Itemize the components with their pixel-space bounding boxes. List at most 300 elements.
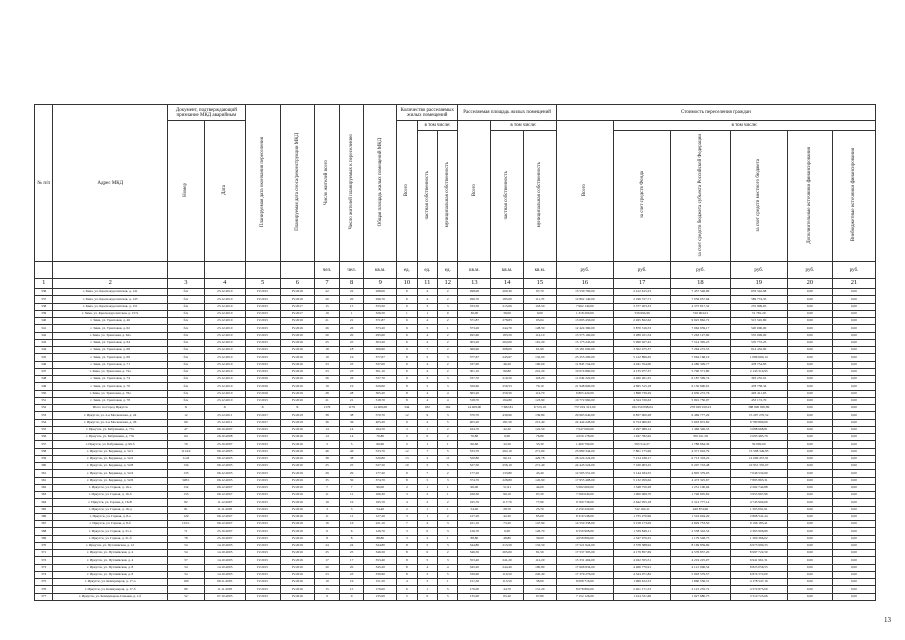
units-row-cell: руб. <box>556 262 613 279</box>
table-row-cell: 20 <box>339 332 364 339</box>
table-row-cell: 3 <box>438 354 458 361</box>
table-row-cell: б/н <box>167 376 204 383</box>
table-row-cell: 15 <box>315 303 340 310</box>
table-row-cell: 4 <box>417 521 437 528</box>
table-row-cell: 23.12.2010 <box>204 303 245 310</box>
table-row-cell: 11.12.2007 <box>204 499 245 506</box>
table-row-cell: 1179 <box>315 405 340 412</box>
table-row-cell: г. Иркутск, ул. Бабушкина, д. 90-б <box>53 441 168 448</box>
table-row-cell: 176,00 <box>458 586 491 593</box>
table-row-cell: 3 <box>397 492 417 499</box>
table-row-cell: 2 <box>438 339 458 346</box>
table-row-cell: 0,00 <box>832 434 875 441</box>
table-row-cell: 215,00 <box>491 303 524 310</box>
table-row-cell: 375 <box>35 579 53 586</box>
table-row-cell: 4 576 857,20 <box>671 550 730 557</box>
table-row-cell: 346,50 <box>364 550 397 557</box>
table-row-cell: 2 <box>417 492 437 499</box>
table-row-cell: 221,10 <box>364 521 397 528</box>
column-numbers-row-cell: 8 <box>339 279 364 289</box>
table-row-cell: IV.2016 <box>280 339 315 346</box>
table-row-cell: 533,70 <box>364 448 397 455</box>
table-row-cell: 0,00 <box>787 550 832 557</box>
table-row-cell: 26 <box>339 325 364 332</box>
table-row-cell: 278 029 919,23 <box>671 405 730 412</box>
table-row-cell: 1 746 605,82 <box>671 492 730 499</box>
table-row-cell: 7 056 057,94 <box>671 296 730 303</box>
table-row-cell: 0,00 <box>787 586 832 593</box>
table-row-cell: 344 <box>35 347 53 354</box>
table-row-cell: 14 409,00 <box>364 405 397 412</box>
table-row-cell: IV.2015 <box>245 521 280 528</box>
table-row-cell: 71 <box>167 528 204 535</box>
table-row-cell: 0,00 <box>787 434 832 441</box>
table-row <box>35 579 876 586</box>
table-row-cell: 06.12.2007 <box>204 492 245 499</box>
table-row-cell: 7 264 272,55 <box>671 347 730 354</box>
table-row-cell: 0 <box>438 310 458 317</box>
table-row-cell: 0,00 <box>832 383 875 390</box>
table-row-cell: 3 289 101,54 <box>613 332 670 339</box>
table-row-cell: г. Иркутск, ул. Бабушкина, д. 77в <box>53 434 168 441</box>
table-row-cell: IV.2015 <box>245 339 280 346</box>
table-row <box>35 376 876 383</box>
table-row-cell: 3 218 173,09 <box>613 521 670 528</box>
table-row-cell: 0,00 <box>787 368 832 375</box>
table-row-cell: 365,20 <box>458 390 491 397</box>
table-row-cell: 295,60 <box>364 332 397 339</box>
column-numbers-row-cell: 11 <box>417 279 437 289</box>
table-row-cell: 213,50 <box>491 542 524 549</box>
table-row-cell: IV.2015 <box>245 586 280 593</box>
table-row-cell: 0,00 <box>787 513 832 520</box>
table-row-cell: 25 <box>315 550 340 557</box>
table-row-cell: б/н <box>167 296 204 303</box>
table-row-cell: 11.11.2005 <box>204 586 245 593</box>
table-row-cell: IV.2016 <box>280 499 315 506</box>
table-row-cell: 539 694,96 <box>613 310 670 317</box>
table-row-cell: 6 <box>397 361 417 368</box>
table-row-cell: 2 363 906,89 <box>730 528 787 535</box>
header-local-budget: за счет средств местного бюджета <box>756 158 762 232</box>
table-row-cell: 318,70 <box>364 397 397 404</box>
column-numbers-row-cell: 17 <box>613 279 670 289</box>
table-row-cell: 44,70 <box>491 586 524 593</box>
table-row-cell: 3 310 725,66 <box>730 593 787 600</box>
table-row-cell: 20 <box>315 332 340 339</box>
table-row-cell: 164,70 <box>364 426 397 433</box>
table-row <box>35 368 876 375</box>
table-row-cell: 0,00 <box>787 470 832 477</box>
table-row-cell: IV.2016 <box>280 506 315 513</box>
units-row-cell: чел. <box>339 262 364 279</box>
table-row-cell: 403 411,95 <box>730 390 787 397</box>
table-row-cell: 296,70 <box>364 296 397 303</box>
table-row-cell: 23 255 200,00 <box>556 354 613 361</box>
table-row-cell: 4 805 379,05 <box>671 470 730 477</box>
table-row-cell: 453 172,70 <box>730 397 787 404</box>
table-row-cell: 1 <box>417 441 437 448</box>
table-row-cell: 200,30 <box>491 289 524 296</box>
table-row-cell: 9 <box>397 347 417 354</box>
table-row-cell: 20 <box>315 296 340 303</box>
table-row-cell: 4 219 225,97 <box>671 557 730 564</box>
table-row-cell: IV.2015 <box>245 354 280 361</box>
resettlement-table <box>34 104 876 601</box>
table-row-cell: 2 143 310,95 <box>730 368 787 375</box>
table-row-cell: IV.2015 <box>245 564 280 571</box>
table-row-cell: 405,20 <box>364 419 397 426</box>
table-row-cell: 23.12.2010 <box>204 361 245 368</box>
table-row-cell: 8 <box>397 557 417 564</box>
table-row-cell: 353,40 <box>364 557 397 564</box>
table-row-cell: 2 <box>438 332 458 339</box>
table-row-cell: 48,80 <box>491 535 524 542</box>
table-row-cell: 67,20 <box>523 492 556 499</box>
table-row-cell: 337,70 <box>364 376 397 383</box>
table-row-cell: г. Зима, ул. Трактовая, д. 64 <box>53 339 168 346</box>
table-row-cell: 301,10 <box>458 368 491 375</box>
column-numbers-row-cell: 14 <box>491 279 524 289</box>
table-row-cell: 1 318 200,00 <box>556 310 613 317</box>
units-row-cell <box>53 262 168 279</box>
table-row <box>35 434 876 441</box>
table-row-cell: 1 <box>438 506 458 513</box>
table-row-cell: 5 <box>417 383 437 390</box>
table-row <box>35 289 876 296</box>
table-row-cell: 0,00 <box>832 535 875 542</box>
table-row-cell: 2 297 089,14 <box>613 426 670 433</box>
table-row-cell: 73,20 <box>491 521 524 528</box>
table-row-cell: 80 <box>167 586 204 593</box>
column-numbers-row-cell: 2 <box>53 279 168 289</box>
table-row-cell: 0,00 <box>523 310 556 317</box>
table-row-cell: 39,00 <box>523 535 556 542</box>
table-row-cell: 6 <box>397 325 417 332</box>
table-row-cell: г. Иркутск, ул. Баррикад, д. 52/1 <box>53 448 168 455</box>
table-row-cell: 0,00 <box>787 542 832 549</box>
table-row-cell: 4 <box>438 390 458 397</box>
table-row-cell: 2 868 541,24 <box>730 513 787 520</box>
table-row-cell: 353,40 <box>458 557 491 564</box>
table-row-cell: 0,00 <box>832 499 875 506</box>
table-row-cell: 6 <box>397 368 417 375</box>
table-row-cell: 12 <box>397 448 417 455</box>
table-row-cell: 3 <box>438 383 458 390</box>
table-row-cell: 22 <box>315 289 340 296</box>
column-numbers-row-cell: 9 <box>364 279 397 289</box>
table-row-cell: IV.2015 <box>245 513 280 520</box>
table-row-cell: IV.2016 <box>280 571 315 578</box>
table-row-cell: 133 <box>167 492 204 499</box>
table-row-cell: 77,90 <box>523 499 556 506</box>
table-row-cell: 6 150 690,91 <box>671 383 730 390</box>
table-row-cell: 0,00 <box>787 441 832 448</box>
table-row-cell: 1 <box>417 513 437 520</box>
table-row-cell: 8 008 716,00 <box>556 579 613 586</box>
table-row-cell: 2 <box>438 347 458 354</box>
table-row-cell: 17 955 408,00 <box>556 477 613 484</box>
table-row-cell: 69 <box>167 419 204 426</box>
table-row-cell: 341 <box>35 325 53 332</box>
table-row-cell: IV.2016 <box>280 426 315 433</box>
table-row-cell: 4 041 354,00 <box>613 361 670 368</box>
table-row-cell: 3 144 184,55 <box>613 470 670 477</box>
table-row-cell: 114,70 <box>523 390 556 397</box>
table-row-cell: IV.2016 <box>280 557 315 564</box>
table-row-cell: 5 991 750,97 <box>671 397 730 404</box>
table-row <box>35 521 876 528</box>
table-row-cell: 0,00 <box>787 390 832 397</box>
column-numbers-row <box>35 279 876 289</box>
table-row-cell: 3 <box>438 557 458 564</box>
table-row-cell: 369,90 <box>458 347 491 354</box>
table-row-cell: 7 160 003,25 <box>613 463 670 470</box>
table-row-cell: 184 550 098,04 <box>613 405 670 412</box>
table-row-cell: IV.2015 <box>245 499 280 506</box>
table-row-cell: IV.2015 <box>245 289 280 296</box>
table-row-cell: 7 214 438,17 <box>613 455 670 462</box>
table-row-cell: 5 790 571,80 <box>671 368 730 375</box>
column-numbers-row-cell: 19 <box>730 279 787 289</box>
table-row-cell: 4 121 006,54 <box>671 564 730 571</box>
table-row-cell: 0,00 <box>787 383 832 390</box>
table-row-cell: 15 331 404,00 <box>556 557 613 564</box>
table-row-cell: 79,10 <box>523 383 556 390</box>
table-row-cell: 265,00 <box>491 550 524 557</box>
table-row-cell: 6 <box>397 339 417 346</box>
table-row-cell: 328/1 <box>167 477 204 484</box>
table-row-cell: г. Иркутск, ул. Горная, д. 31-а <box>53 528 168 535</box>
table-row <box>35 361 876 368</box>
table-row-cell: IV.2016 <box>280 376 315 383</box>
table-row-cell: 8 <box>397 354 417 361</box>
table-row-cell: 308,00 <box>491 347 524 354</box>
table-row-cell: 11.11.2005 <box>204 506 245 513</box>
table-row-cell: 2 <box>438 513 458 520</box>
table-row-cell: 26 <box>315 325 340 332</box>
header-area-private: частная собственность <box>504 170 510 220</box>
table-row-cell: 219,50 <box>491 376 524 383</box>
table-row-cell: 0,00 <box>787 318 832 325</box>
table-row-cell: г. Иркутск, ул. Баррикад, д. 52/4 <box>53 470 168 477</box>
units-row-cell: ед. <box>397 262 417 279</box>
table-row-cell: IV.2016 <box>280 289 315 296</box>
table-row-cell: 356 <box>35 434 53 441</box>
table-row-cell: 23 <box>339 368 364 375</box>
table-row-cell: 369,90 <box>364 347 397 354</box>
table-row-cell: 0,00 <box>787 484 832 491</box>
table-row-cell: 0,00 <box>787 564 832 571</box>
table-row-cell: 1 460 790,00 <box>556 441 613 448</box>
table-row-cell: 100 <box>167 579 204 586</box>
units-row-cell <box>35 262 53 279</box>
table-row-cell: 5 <box>417 477 437 484</box>
table-row <box>35 571 876 578</box>
table-row-cell: 4 <box>417 564 437 571</box>
table-row-cell: IV.2016 <box>280 477 315 484</box>
table-row-cell: 19 <box>339 579 364 586</box>
table-row-cell: 15 <box>339 303 364 310</box>
table-row-cell: 520 000,00 <box>730 325 787 332</box>
table-row-cell: 23 <box>339 571 364 578</box>
table-row-cell: 14.10.2005 <box>204 571 245 578</box>
table-row-cell: 67,80 <box>523 593 556 600</box>
table-row <box>35 513 876 520</box>
table-row-cell: г. Иркутск, ул. Горная, д. 31-б <box>53 535 168 542</box>
table-row-cell: 23 <box>339 361 364 368</box>
table-row-cell: г. Иркутск, ул. Баррикад, д. 52/6 <box>53 477 168 484</box>
table-row-cell: г. Иркутск, ул. Коммунаров, д. 17-а <box>53 579 168 586</box>
table-row-cell: 2 <box>438 434 458 441</box>
table-row <box>35 310 876 317</box>
table-row-cell: 7 514 395,23 <box>671 339 730 346</box>
table-row-cell: 12 802 140,00 <box>556 296 613 303</box>
column-numbers-row-cell: 7 <box>315 279 340 289</box>
table-row-cell: 42,20 <box>491 426 524 433</box>
table-row-cell: 18 <box>315 347 340 354</box>
table-row-cell: 2 <box>438 289 458 296</box>
table-row-cell: IV.2016 <box>280 318 315 325</box>
table-row-cell: 128,50 <box>523 325 556 332</box>
table-row-cell: 9 <box>397 419 417 426</box>
table-row-cell: 1 900 069,70 <box>613 492 670 499</box>
table-row-cell: 7 064 168,19 <box>671 354 730 361</box>
table-row-cell: 0,00 <box>787 397 832 404</box>
table-row-cell: 342 <box>35 332 53 339</box>
table-row-cell: 5 <box>417 354 437 361</box>
table-row-cell: IV.2016 <box>280 448 315 455</box>
table-row-cell: г. Иркутск, ул. Горная, д. 16-В <box>53 499 168 506</box>
table-row-cell: б/н <box>167 390 204 397</box>
table-row-cell: 183,50 <box>491 332 524 339</box>
table-row-cell: 14.10.2005 <box>204 542 245 549</box>
units-row-cell: руб. <box>832 262 875 279</box>
table-row-cell: 0,00 <box>787 412 832 419</box>
table-row-cell: 123,90 <box>523 397 556 404</box>
table-row-cell: 132,00 <box>523 354 556 361</box>
table-row-cell: 33,30 <box>523 441 556 448</box>
table-row-cell: 1179 <box>339 405 364 412</box>
table-row-cell: 2 <box>417 455 437 462</box>
table-row-cell: 0,00 <box>832 310 875 317</box>
table-row-cell: 23.12.2010 <box>204 390 245 397</box>
table-row-cell: 4 135 977,37 <box>613 368 670 375</box>
table-row-cell: 54,40 <box>458 506 491 513</box>
units-row-cell: руб. <box>671 262 730 279</box>
table-row-cell: 1114/2 <box>167 448 204 455</box>
table-row-cell: 241,20 <box>491 557 524 564</box>
table-row-cell: 0,00 <box>832 412 875 419</box>
table-row-cell: IV.2015 <box>245 593 280 600</box>
table-row-cell: 11 <box>315 513 340 520</box>
table-row-cell: IV.2016 <box>280 593 315 600</box>
table-row-cell: 23.12.2010 <box>204 339 245 346</box>
table-row-cell: 134 <box>167 463 204 470</box>
header-cost-total: Всего <box>582 183 588 197</box>
table-row-cell: 164,70 <box>458 426 491 433</box>
table-row-cell: 23 <box>315 571 340 578</box>
table-row-cell: 7 <box>417 448 437 455</box>
table-row-cell: IV.2015 <box>245 492 280 499</box>
table-row-cell: IV.2015 <box>245 434 280 441</box>
table-row-cell: 6 713 318,22 <box>671 455 730 462</box>
table-row-cell: IV.2016 <box>280 579 315 586</box>
table-row-cell: 23.12.2010 <box>204 347 245 354</box>
table-row-cell: 4 179 857,69 <box>613 550 670 557</box>
table-row-cell: 0,00 <box>787 528 832 535</box>
column-numbers-row-cell: 12 <box>438 279 458 289</box>
table-row-cell: 21 948 900,00 <box>556 383 613 390</box>
table-row-cell: 373,20 <box>364 325 397 332</box>
table-row-cell: 295,60 <box>458 332 491 339</box>
table-row-cell: 32,50 <box>491 441 524 448</box>
table-row-cell: 527,50 <box>364 463 397 470</box>
table-row <box>35 499 876 506</box>
table-row-cell: 8 825 056,55 <box>730 564 787 571</box>
table-row-cell: IV.2016 <box>280 550 315 557</box>
table-row-cell: г. Иркутск, ул. Пугачёвская, д. 8 <box>53 571 168 578</box>
table-row-cell: 9 925 862,72 <box>671 318 730 325</box>
table-row-cell: IV.2015 <box>245 542 280 549</box>
table-row-cell: б/н <box>167 310 204 317</box>
table-row-cell: 245,67 <box>491 354 524 361</box>
table-row-cell: г. Зима, ул. Трактовая, д. 62 <box>53 325 168 332</box>
table-row-cell: 215,40 <box>523 419 556 426</box>
table-row-cell: 23.12.2010 <box>204 289 245 296</box>
table-row-cell: 0,00 <box>787 535 832 542</box>
table-row-cell: 44,00 <box>523 484 556 491</box>
table-row-cell: IV.2016 <box>280 542 315 549</box>
table-row-cell: 10 772 960,00 <box>556 397 613 404</box>
table-row-cell: 23 <box>315 368 340 375</box>
table-row-cell: г. Зима, ул. Краснокурсантская, д. 141 <box>53 289 168 296</box>
table-row-cell: 23.12.2011 <box>204 412 245 419</box>
table-row-cell: 2 <box>397 434 417 441</box>
table-row-cell: 355 <box>35 426 53 433</box>
table-row-cell: 210,20 <box>523 368 556 375</box>
table-row-cell: 23.12.2010 <box>204 397 245 404</box>
table-row-cell: 162 <box>438 405 458 412</box>
header-cost-incl: в том числе: <box>613 121 875 131</box>
table-row-cell: 5 <box>438 593 458 600</box>
header-area-municipal: муниципальная собственность <box>537 162 543 228</box>
table-row-cell: 244,70 <box>491 325 524 332</box>
table-row-cell: 0,00 <box>491 528 524 535</box>
table-row-cell: 3 <box>438 477 458 484</box>
table-row-cell: б/н <box>167 289 204 296</box>
header-residents-planned: Число жителей планируемых к переселению <box>348 134 354 230</box>
table-row-cell: 0,00 <box>787 499 832 506</box>
table-row-cell: 13 530 700,00 <box>556 289 613 296</box>
table-row-cell: Итого по Город Иркутск <box>53 405 168 412</box>
table-row-cell: IV.2016 <box>280 463 315 470</box>
table-row-cell: 09.11.2005 <box>204 579 245 586</box>
table-row-cell: 0,00 <box>787 376 832 383</box>
table-row-cell: 07.10.2005 <box>204 593 245 600</box>
table-row-cell: 570,70 <box>364 412 397 419</box>
table-row-cell: 2 412 615,23 <box>613 289 670 296</box>
table-row <box>35 455 876 462</box>
table-row-cell: 90,80 <box>491 368 524 375</box>
table-row <box>35 383 876 390</box>
table-row-cell: 3 <box>397 513 417 520</box>
table-row-cell: 112,20 <box>523 557 556 564</box>
table-row-cell: 726 904,01 <box>671 310 730 317</box>
table-row-cell: IV.2015 <box>245 463 280 470</box>
table-row-cell: 25 <box>339 339 364 346</box>
table-row-cell: 22 444 228,00 <box>556 419 613 426</box>
